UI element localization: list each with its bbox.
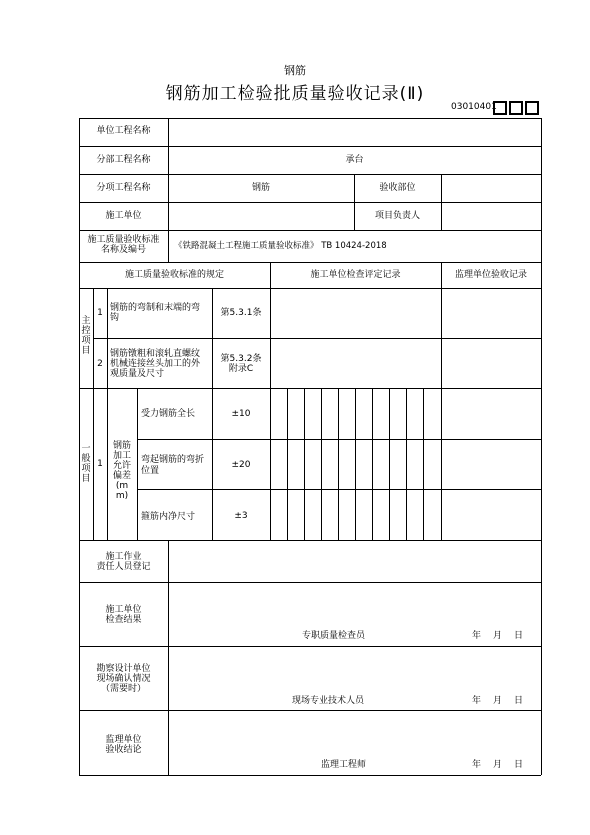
date-year: 年 [472, 631, 482, 641]
supervision-conclusion-label-line2: 验收结论 [105, 745, 142, 755]
item-desc-line2: 钩 [110, 313, 120, 323]
supervision-conclusion-label-line1: 监理单位 [105, 735, 142, 745]
item-number: 2 [97, 359, 103, 369]
date-year: 年 [472, 760, 482, 770]
code-box-3[interactable] [525, 101, 539, 115]
tolerance-value: ±10 [231, 409, 251, 419]
item-desc-line2: 机械连接丝头加工的外 [110, 359, 201, 369]
tolerance-item: 受力钢筋全长 [141, 409, 196, 419]
acceptance-part-field[interactable] [442, 175, 540, 201]
main-control-label: 主控项目 [81, 316, 91, 356]
item-reference: 第5.3.1条 [220, 308, 262, 318]
standard-label-line1: 施工质量验收标准 [87, 235, 160, 245]
page-title: 钢筋加工检验批质量验收记录(Ⅱ) [165, 84, 425, 104]
item-reference-appendix: 附录C [228, 364, 254, 374]
item-desc-line1: 钢筋的弯制和末端的弯 [110, 303, 201, 313]
construction-unit-field[interactable] [169, 203, 353, 229]
general-item-number: 1 [97, 459, 103, 469]
inspection-column-header: 施工单位检查评定记录 [310, 270, 401, 280]
general-items-label: 一般项目 [81, 444, 91, 484]
worker-registration-field[interactable] [169, 541, 540, 581]
quality-inspector-label: 专职质量检查员 [302, 631, 366, 641]
design-confirm-label-line3: （需要时） [100, 684, 146, 694]
form-code: 03010401 [451, 102, 497, 112]
item-number: 1 [97, 308, 103, 318]
spec-column-header: 施工质量验收标准的规定 [124, 270, 224, 280]
tolerance-group-label: 钢筋加工允许偏差(mm) [112, 441, 131, 501]
date-day: 日 [514, 760, 524, 770]
tolerance-value: ±3 [234, 511, 248, 521]
standard-value: 《铁路混凝土工程施工质量验收标准》 TB 10424-2018 [174, 241, 387, 251]
supervision-column-header: 监理单位验收记录 [454, 270, 527, 280]
item-desc-line1: 钢筋镦粗和滚轧直螺纹 [110, 349, 201, 359]
code-box-2[interactable] [509, 101, 523, 115]
construction-unit-label: 施工单位 [105, 211, 142, 221]
category-label: 钢筋 [284, 64, 306, 77]
project-manager-label: 项目负责人 [374, 211, 420, 221]
acceptance-part-label: 验收部位 [379, 183, 416, 193]
worker-registration-label-line1: 施工作业 [105, 552, 142, 562]
design-confirm-field[interactable] [169, 647, 540, 692]
construction-check-label-line2: 检查结果 [105, 615, 142, 625]
date-year: 年 [472, 696, 482, 706]
technician-label: 现场专业技术人员 [292, 696, 365, 706]
supervising-engineer-label: 监理工程师 [321, 760, 367, 770]
design-confirm-label-line1: 勘察设计单位 [96, 664, 151, 674]
tolerance-item: 箍筋内净尺寸 [141, 512, 196, 522]
construction-check-label-line1: 施工单位 [105, 605, 142, 615]
tolerance-item-line2: 位置 [141, 466, 160, 476]
code-box-1[interactable] [493, 101, 507, 115]
standard-label-line2: 名称及编号 [100, 245, 146, 255]
part-project-value[interactable]: 承台 [345, 155, 364, 165]
sub-project-label: 分项工程名称 [96, 183, 151, 193]
construction-check-field[interactable] [169, 583, 540, 628]
date-month: 月 [493, 631, 503, 641]
sub-project-value[interactable]: 钢筋 [251, 183, 270, 193]
supervision-conclusion-field[interactable] [169, 711, 540, 756]
item-reference: 第5.3.2条 [220, 354, 262, 364]
part-project-label: 分部工程名称 [96, 155, 151, 165]
unit-project-label: 单位工程名称 [96, 126, 151, 136]
project-manager-field[interactable] [442, 203, 540, 229]
worker-registration-label-line2: 责任人员登记 [96, 562, 151, 572]
tolerance-value: ±20 [231, 460, 251, 470]
item-desc-line3: 观质量及尺寸 [110, 369, 165, 379]
date-month: 月 [493, 760, 503, 770]
tolerance-item-line1: 弯起钢筋的弯折 [141, 455, 205, 465]
design-confirm-label-line2: 现场确认情况 [96, 674, 151, 684]
date-month: 月 [493, 696, 503, 706]
date-day: 日 [514, 631, 524, 641]
date-day: 日 [514, 696, 524, 706]
